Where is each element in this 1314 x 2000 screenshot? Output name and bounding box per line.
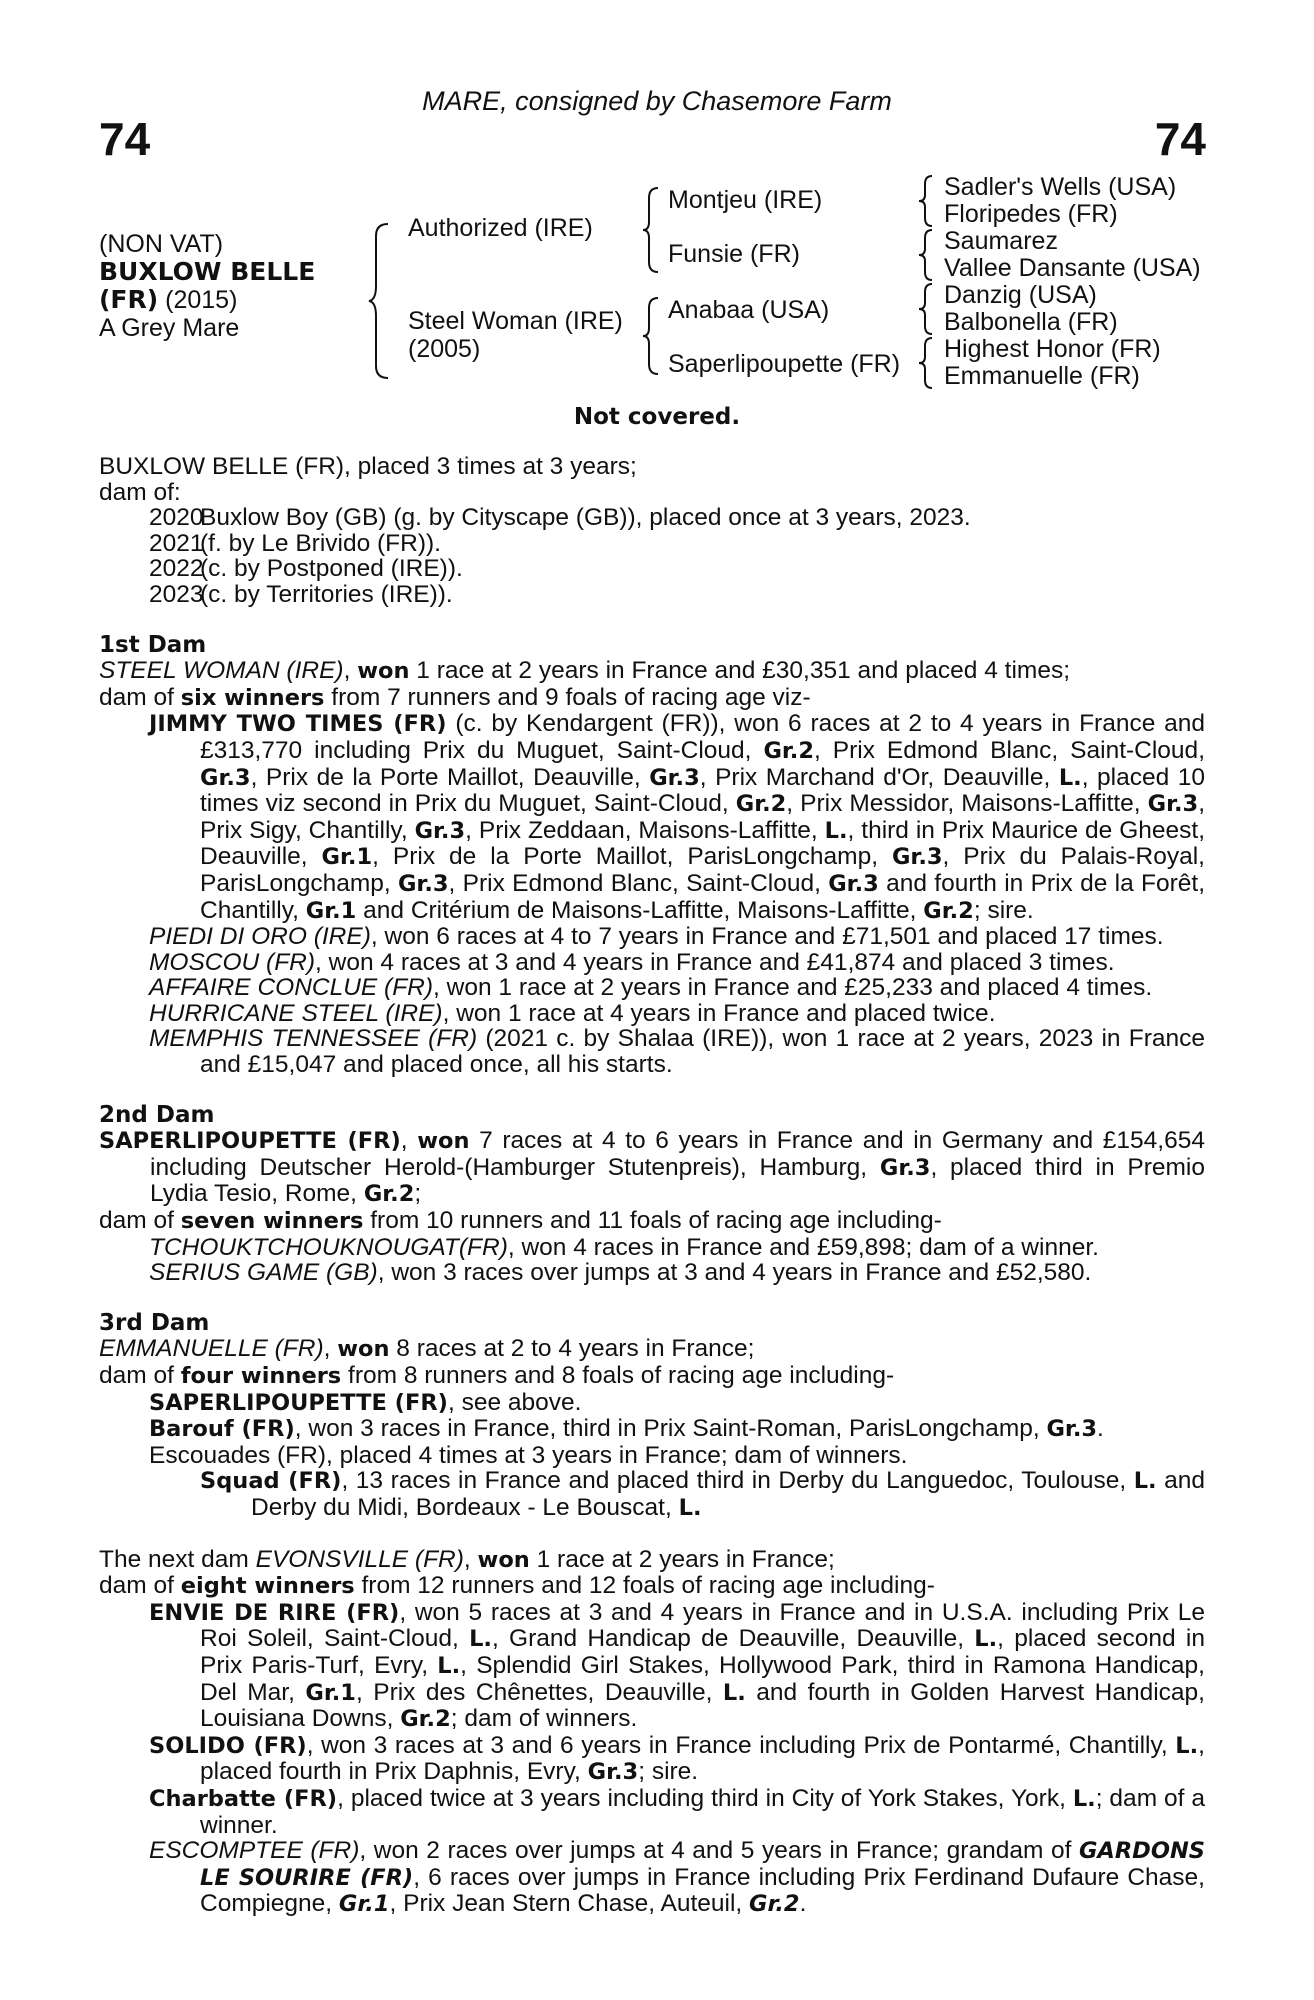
third-dam-section bbox=[99, 1311, 1205, 1522]
dam-line: EMMANUELLE (FR), won 8 races at 2 to 4 years in France; bbox=[99, 1335, 755, 1363]
progeny-entry: TCHOUKTCHOUKNOUGAT(FR), won 4 races in France and £59,898; dam of a winner. bbox=[149, 1233, 1099, 1261]
progeny-entry: HURRICANE STEEL (IRE), won 1 race at 4 years in France and placed twice. bbox=[149, 999, 996, 1027]
horse-origin-year: (FR) (2015) bbox=[99, 285, 238, 314]
pedigree-sire-dam: Funsie (FR) bbox=[668, 240, 800, 268]
progeny-entry: ESCOMPTEE (FR), won 2 races over jumps at 4 and 5 years in France; grandam of GARDONS LE SOURIRE (FR), 6 races over jumps in France including Prix Ferdinand Dufaure Chase, Compiegne, Gr.1, Prix Jean Stern Chase, Auteuil, Gr.2. bbox=[149, 1837, 1205, 1918]
foal-row: 2022 (c. by Postponed (IRE)). bbox=[149, 555, 463, 583]
first-dam-section bbox=[99, 633, 1205, 1078]
second-dam-section bbox=[99, 1103, 1205, 1286]
next-dam-section bbox=[99, 1547, 1205, 1918]
g4-name: Floripedes (FR) bbox=[944, 200, 1118, 228]
g4-name: Emmanuelle (FR) bbox=[944, 362, 1140, 390]
pedigree-brace-1 bbox=[368, 222, 392, 380]
section-heading: 3rd Dam bbox=[99, 1309, 210, 1336]
g4-name: Sadler's Wells (USA) bbox=[944, 173, 1177, 201]
dam-of-line: dam of seven winners from 10 runners and 11 foals of racing age including- bbox=[99, 1207, 942, 1235]
progeny-entry: ENVIE DE RIRE (FR), won 5 races at 3 and 4 years in France and in U.S.A. including Prix Le Roi Soleil, Saint-Cloud, L., Grand Handicap de Deauville, Deauville, L., placed second in Prix Paris-Turf, Evry, L., Splendid Girl Stakes, Hollywood Park, third in Ramona Handicap, Del Mar, Gr.1, Prix des Chênettes, Deauville, L. and fourth in Golden Harvest Handicap, Louisiana Downs, Gr.2; dam of winners. bbox=[149, 1598, 1205, 1733]
progeny-entry: Charbatte (FR), placed twice at 3 years including third in City of York Stakes, York, L.; dam of a winner. bbox=[149, 1784, 1206, 1839]
pedigree-dam: Steel Woman (IRE) (2005) bbox=[408, 307, 623, 363]
intro-dam-of: dam of: bbox=[99, 478, 181, 506]
progeny-entry: AFFAIRE CONCLUE (FR), won 1 race at 2 years in France and £25,233 and placed 4 times. bbox=[149, 974, 1153, 1002]
pedigree-fourth-generation bbox=[944, 174, 1201, 390]
dam-line: The next dam EVONSVILLE (FR), won 1 race at 2 years in France; bbox=[99, 1545, 835, 1573]
pedigree-brace-3a bbox=[916, 174, 936, 228]
pedigree-brace-2b bbox=[641, 296, 661, 376]
foal-row: 2020 Buxlow Boy (GB) (g. by Cityscape (GB)), placed once at 3 years, 2023. bbox=[149, 504, 971, 532]
catalogue-body bbox=[99, 454, 1205, 1918]
grand-progeny-entry: Squad (FR), 13 races in France and placed third in Derby du Languedoc, Toulouse, L. and Derby du Midi, Bordeaux - Le Bouscat, L. bbox=[200, 1467, 1205, 1521]
pedigree-brace-3c bbox=[916, 282, 936, 336]
progeny-entry: Escouades (FR), placed 4 times at 3 years in France; dam of winners. bbox=[149, 1441, 908, 1469]
progeny-entry: MOSCOU (FR), won 4 races at 3 and 4 years in France and £41,874 and placed 3 times. bbox=[149, 948, 1115, 976]
dam-of-line: dam of eight winners from 12 runners and 12 foals of racing age including- bbox=[99, 1572, 935, 1600]
not-covered-note: Not covered. bbox=[573, 404, 741, 430]
progeny-entry: PIEDI DI ORO (IRE), won 6 races at 4 to 7 years in France and £71,501 and placed 17 times. bbox=[149, 923, 1164, 951]
section-heading: 1st Dam bbox=[99, 631, 207, 658]
dam-line: STEEL WOMAN (IRE), won 1 race at 2 years in France and £30,351 and placed 4 times; bbox=[99, 657, 1071, 685]
pedigree-brace-2a bbox=[641, 186, 661, 274]
lot-number-left: 74 bbox=[99, 113, 151, 165]
g4-name: Saumarez bbox=[944, 227, 1058, 255]
intro-line: BUXLOW BELLE (FR), placed 3 times at 3 years; bbox=[99, 453, 637, 480]
horse-description: A Grey Mare bbox=[99, 314, 240, 342]
g4-name: Vallee Dansante (USA) bbox=[944, 254, 1201, 282]
g4-name: Highest Honor (FR) bbox=[944, 335, 1161, 363]
pedigree-brace-3d bbox=[916, 336, 936, 390]
dam-of-line: dam of six winners from 7 runners and 9 foals of racing age viz- bbox=[99, 683, 811, 711]
pedigree-dam-dam: Saperlipoupette (FR) bbox=[668, 350, 901, 378]
progeny-entry: SERIUS GAME (GB), won 3 races over jumps at 3 and 4 years in France and £52,580. bbox=[149, 1259, 1092, 1287]
progeny-entry: SAPERLIPOUPETTE (FR), see above. bbox=[149, 1388, 582, 1416]
section-heading: 2nd Dam bbox=[99, 1101, 215, 1128]
vat-status: (NON VAT) bbox=[99, 230, 224, 258]
progeny-entry: SOLIDO (FR), won 3 races at 3 and 6 years in France including Prix de Pontarmé, Chantilly, L., placed fourth in Prix Daphnis, Evry, Gr.3; sire. bbox=[149, 1731, 1205, 1786]
g4-name: Balbonella (FR) bbox=[944, 308, 1118, 336]
g4-name: Danzig (USA) bbox=[944, 281, 1097, 309]
dam-of-line: dam of four winners from 8 runners and 8 foals of racing age including- bbox=[99, 1362, 895, 1389]
lot-number-right: 74 bbox=[1154, 113, 1206, 165]
pedigree-dam-sire: Anabaa (USA) bbox=[668, 296, 830, 324]
foal-row: 2021 (f. by Le Brivido (FR)). bbox=[149, 529, 441, 557]
progeny-entry: MEMPHIS TENNESSEE (FR) (2021 c. by Shalaa (IRE)), won 1 race at 2 years, 2023 in France and £15,047 and placed once, all his starts. bbox=[149, 1025, 1205, 1079]
pedigree-brace-3b bbox=[916, 228, 936, 282]
dam-line: SAPERLIPOUPETTE (FR), won 7 races at 4 to 6 years in France and in Germany and £154,654 including Deutscher Herold-(Hamburger Stutenpreis), Hamburg, Gr.3, placed third in Premio Lydia Tesio, Rome, Gr.2; bbox=[99, 1127, 1205, 1208]
pedigree-sire-sire: Montjeu (IRE) bbox=[668, 186, 823, 214]
progeny-entry: Barouf (FR), won 3 races in France, third in Prix Saint-Roman, ParisLongchamp, Gr.3. bbox=[149, 1415, 1104, 1443]
consignment-header: MARE, consigned by Chasemore Farm bbox=[422, 86, 892, 116]
pedigree-horse-block bbox=[99, 230, 315, 342]
foal-row: 2023 (c. by Territories (IRE)). bbox=[149, 580, 453, 608]
horse-name: BUXLOW BELLE bbox=[99, 257, 316, 286]
pedigree-sire: Authorized (IRE) bbox=[408, 214, 593, 242]
progeny-entry: JIMMY TWO TIMES (FR) (c. by Kendargent (FR)), won 6 races at 2 to 4 years in France and £313,770 including Prix du Muguet, Saint-Cloud, Gr.2, Prix Edmond Blanc, Saint-Cloud, Gr.3, Prix de la Porte Maillot, Deauville, Gr.3, Prix Marchand d'Or, Deauville, L., placed 10 times viz second in Prix du Muguet, Saint-Cloud, Gr.2, Prix Messidor, Maisons-Laffitte, Gr.3, Prix Sigy, Chantilly, Gr.3, Prix Zeddaan, Maisons-Laffitte, L., third in Prix Maurice de Gheest, Deauville, Gr.1, Prix de la Porte Maillot, ParisLongchamp, Gr.3, Prix du Palais-Royal, ParisLongchamp, Gr.3, Prix Edmond Blanc, Saint-Cloud, Gr.3 and fourth in Prix de la Forêt, Chantilly, Gr.1 and Critérium de Maisons-Laffitte, Maisons-Laffitte, Gr.2; sire. bbox=[149, 710, 1206, 924]
